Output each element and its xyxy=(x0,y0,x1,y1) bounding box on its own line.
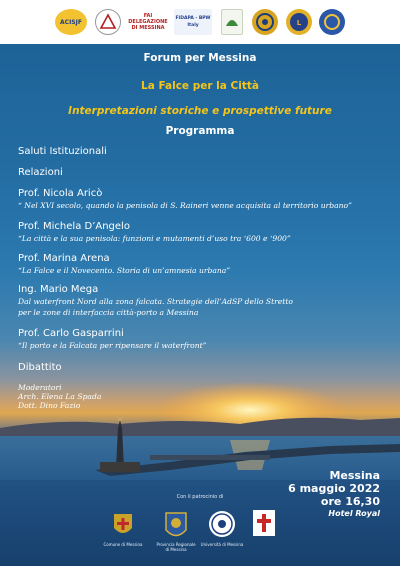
patron-caption: Comune di Messina xyxy=(103,542,143,547)
rotary-logo xyxy=(252,9,278,35)
programma-heading: Programma xyxy=(165,125,235,137)
svg-text:L: L xyxy=(296,19,302,27)
speaker-name: Prof. Nicola Aricò xyxy=(18,188,103,199)
event-date: 6 maggio 2022 xyxy=(288,482,380,495)
forum-heading: Forum per Messina xyxy=(143,52,257,64)
speaker-name: Ing. Mario Mega xyxy=(18,284,99,295)
rotary-blue-logo xyxy=(319,9,345,35)
speaker-name: Prof. Michela D’Angelo xyxy=(18,221,130,232)
universita-messina-seal-icon xyxy=(208,510,236,538)
talk-title: Dal waterfront Nord alla zona falcata. Strategie dell’AdSP dello Stretto xyxy=(18,297,293,306)
talk-title-line2: per le zone di interfaccia città-porto a Messina xyxy=(18,308,199,317)
event-venue: Hotel Royal xyxy=(328,509,380,518)
moderator-name: Dott. Dino Fazio xyxy=(18,401,81,410)
dibattito-heading: Dibattito xyxy=(18,362,62,373)
talk-title: “La Falce e il Novecento. Storia di un’amnesia urbana” xyxy=(18,266,231,275)
event-time: ore 16,30 xyxy=(320,495,380,508)
event-subtitle: Interpretazioni storiche e prospettive future xyxy=(68,105,332,117)
comune-messina-crest-icon xyxy=(112,510,134,540)
pier-buildings xyxy=(150,455,270,460)
saluti-istituzionali: Saluti Istituzionali xyxy=(18,146,107,157)
acisjf-logo: ACISJF xyxy=(55,9,87,35)
talk-title: “La città e la sua penisola: funzioni e mutamenti d’uso tra ‘600 e ‘900” xyxy=(18,234,291,243)
talk-title: “ Nel XVI secolo, quando la penisola di S. Raineri venne acquisita al territorio urbano” xyxy=(18,201,352,210)
event-city: Messina xyxy=(329,469,380,482)
lions-logo xyxy=(286,9,312,35)
triangle-badge-logo xyxy=(95,9,121,35)
provincia-messina-crest-icon xyxy=(163,510,189,542)
cross-emblem-icon xyxy=(253,510,275,536)
patronage-label: Con il patrocinio di xyxy=(176,494,224,500)
speaker-name: Prof. Carlo Gasparrini xyxy=(18,328,124,339)
event-title: La Falce per la Città xyxy=(141,80,259,92)
speaker-name: Prof. Marina Arena xyxy=(18,253,110,264)
patron-caption: Provincia Regionale di Messina xyxy=(156,542,196,552)
relazioni-heading: Relazioni xyxy=(18,167,63,178)
fort-base xyxy=(100,462,140,472)
moderator-name: Arch. Elena La Spada xyxy=(18,392,102,401)
sponsor-logo-bar xyxy=(0,0,400,44)
talk-title: “Il porto e la Falcata per ripensare il waterfront” xyxy=(18,341,207,350)
green-emblem-logo xyxy=(221,9,243,35)
patron-caption: Università di Messina xyxy=(200,542,244,547)
fidapa-logo: FIDAPA - BPW Italy xyxy=(174,9,212,35)
moderators-label: Moderatori xyxy=(18,383,62,392)
fai-logo: FAI DELEGAZIONE DI MESSINA xyxy=(126,9,170,35)
